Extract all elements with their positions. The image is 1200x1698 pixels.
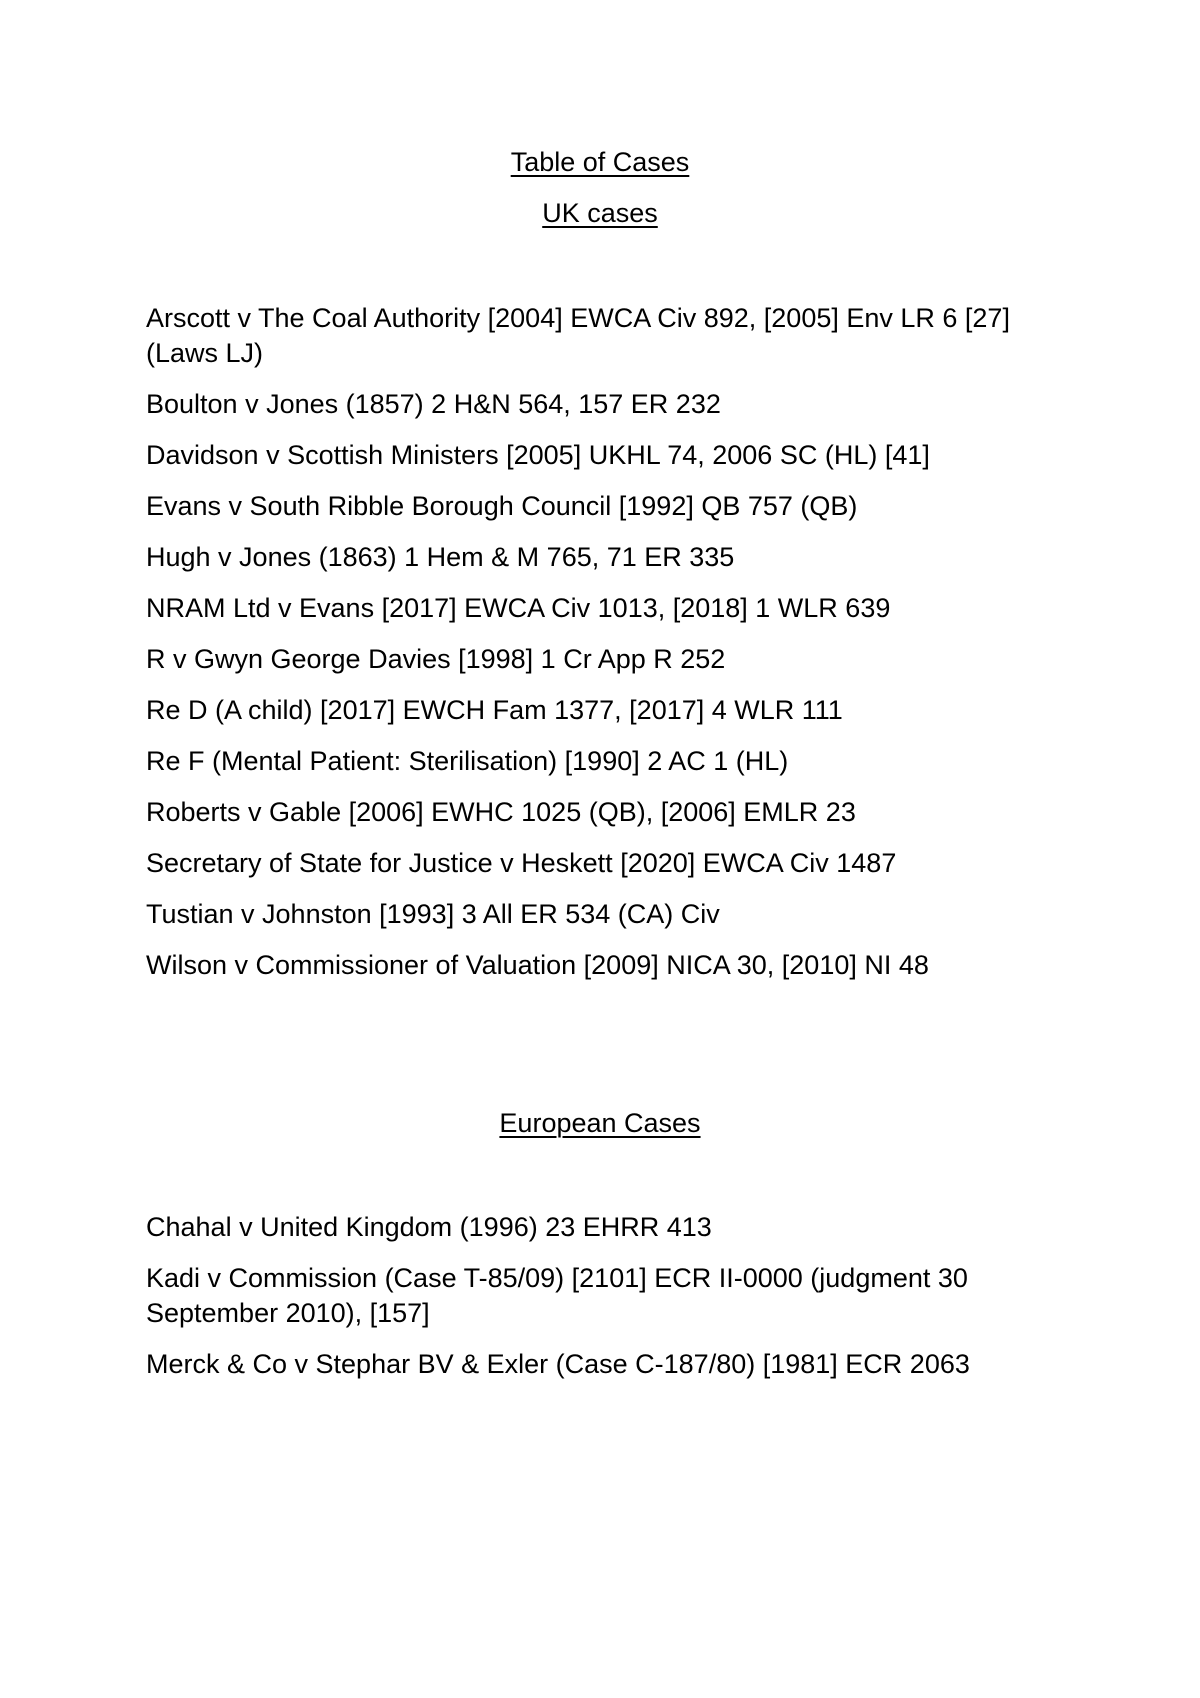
page-title: Table of Cases [510, 147, 690, 177]
case-entry: Kadi v Commission (Case T-85/09) [2101] ECR II-0000 (judgment 30 September 2010), [157] [146, 1263, 968, 1328]
uk-cases-heading: UK cases [542, 198, 658, 228]
case-entry: Tustian v Johnston [1993] 3 All ER 534 (CA) Civ [146, 899, 720, 929]
case-entry: R v Gwyn George Davies [1998] 1 Cr App R 252 [146, 644, 726, 674]
case-entry: Roberts v Gable [2006] EWHC 1025 (QB), [2006] EMLR 23 [146, 797, 856, 827]
case-entry: Wilson v Commissioner of Valuation [2009] NICA 30, [2010] NI 48 [146, 950, 929, 980]
case-entry: Hugh v Jones (1863) 1 Hem & M 765, 71 ER 335 [146, 542, 735, 572]
european-cases-heading: European Cases [499, 1108, 701, 1138]
case-entry: NRAM Ltd v Evans [2017] EWCA Civ 1013, [2018] 1 WLR 639 [146, 593, 891, 623]
case-entry: Re F (Mental Patient: Sterilisation) [1990] 2 AC 1 (HL) [146, 746, 789, 776]
case-entry: Evans v South Ribble Borough Council [1992] QB 757 (QB) [146, 491, 858, 521]
case-entry: Secretary of State for Justice v Heskett [2020] EWCA Civ 1487 [146, 848, 897, 878]
case-entry: Merck & Co v Stephar BV & Exler (Case C-187/80) [1981] ECR 2063 [146, 1349, 970, 1379]
case-entry: Davidson v Scottish Ministers [2005] UKHL 74, 2006 SC (HL) [41] [146, 440, 930, 470]
case-entry: Re D (A child) [2017] EWCH Fam 1377, [2017] 4 WLR 111 [146, 695, 843, 725]
uk-case-list [146, 301, 1076, 999]
european-case-list [146, 1210, 1076, 1398]
case-entry: Boulton v Jones (1857) 2 H&N 564, 157 ER 232 [146, 389, 721, 419]
case-entry: Arscott v The Coal Authority [2004] EWCA Civ 892, [2005] Env LR 6 [27] (Laws LJ) [146, 303, 1010, 368]
case-entry: Chahal v United Kingdom (1996) 23 EHRR 413 [146, 1212, 712, 1242]
